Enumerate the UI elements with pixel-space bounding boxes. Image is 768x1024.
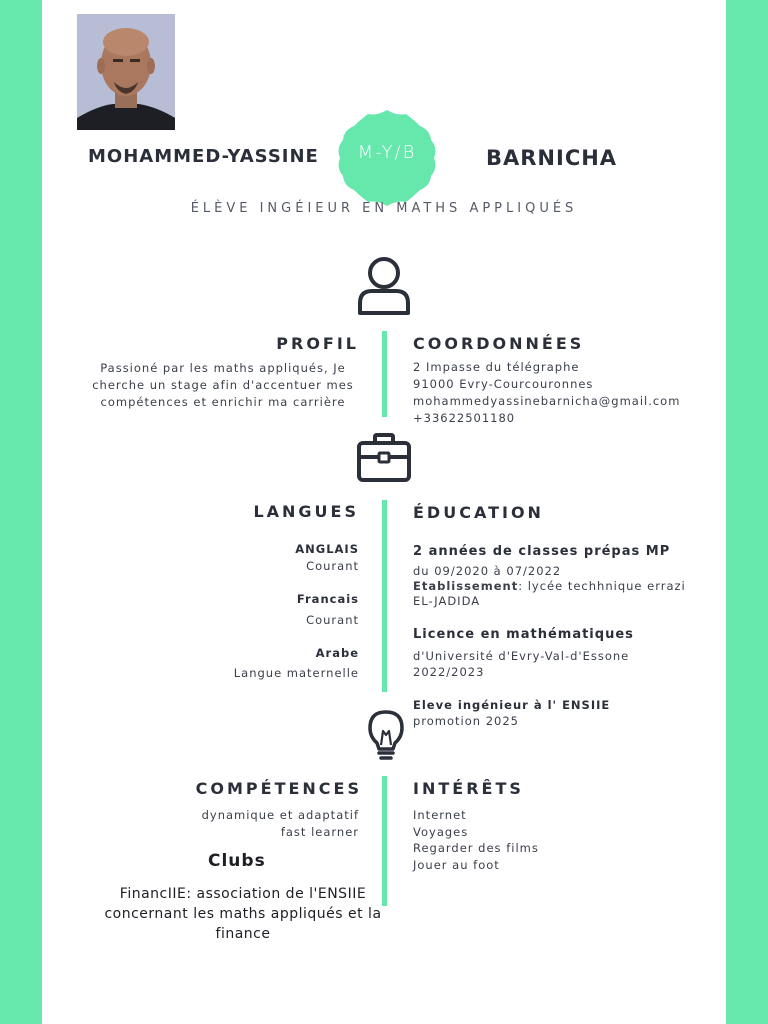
language-name: Arabe: [315, 646, 359, 660]
education-entry-school: d'Université d'Evry-Val-d'Essone: [413, 649, 630, 663]
competence-item: dynamique et adaptatif: [201, 808, 359, 822]
profil-title: PROFIL: [276, 334, 359, 353]
education-entry-promo: promotion 2025: [413, 714, 519, 728]
clubs-title: Clubs: [208, 851, 266, 871]
competences-title: COMPÉTENCES: [195, 779, 362, 798]
address-line: 2 Impasse du télégraphe: [413, 360, 580, 374]
email-text: mohammedyassinebarnicha@gmail.com: [413, 394, 681, 408]
language-level: Langue maternelle: [233, 666, 359, 680]
interest-item: Internet: [413, 808, 467, 822]
phone-text: +33622501180: [413, 411, 516, 425]
langues-title: LANGUES: [253, 502, 359, 521]
section-divider: [382, 500, 387, 692]
school-name: : lycée techhnique errazi: [518, 579, 686, 593]
city-line: 91000 Evry-Courcouronnes: [413, 377, 594, 391]
language-level: Courant: [306, 559, 359, 573]
lightbulb-icon: [366, 709, 406, 765]
language-level: Courant: [306, 613, 359, 627]
education-entry-city: EL-JADIDA: [413, 594, 481, 608]
interest-item: Jouer au foot: [413, 858, 500, 872]
coordonnees-title: COORDONNÉES: [413, 334, 585, 353]
profile-photo: [77, 14, 175, 130]
person-icon: [356, 255, 412, 317]
interets-title: INTÉRÊTS: [413, 779, 524, 798]
education-entry-title: 2 années de classes prépas MP: [413, 544, 671, 559]
interest-item: Regarder des films: [413, 841, 539, 855]
briefcase-icon: [356, 433, 412, 483]
competence-item: fast learner: [280, 825, 359, 839]
clubs-text: FinancIIE: association de l'ENSIIE concernant les maths appliqués et la finance: [104, 886, 382, 942]
resume-page: [42, 0, 726, 1024]
education-entry-dates: 2022/2023: [413, 665, 485, 679]
job-title: ÉLÈVE INGÉIEUR EN MATHS APPLIQUÉS: [190, 201, 578, 216]
interest-item: Voyages: [413, 825, 469, 839]
language-name: ANGLAIS: [295, 542, 359, 556]
education-title: ÉDUCATION: [413, 503, 544, 522]
monogram-text: M-Y/B: [357, 142, 417, 163]
education-entry-dates: du 09/2020 à 07/2022: [413, 564, 562, 578]
education-entry-title: Eleve ingénieur à l' ENSIIE: [413, 698, 611, 712]
last-name: BARNICHA: [486, 146, 618, 170]
section-divider: [382, 331, 387, 417]
education-entry-title: Licence en mathématiques: [413, 627, 634, 642]
profil-text: Passioné par les maths appliqués, Je cherche un stage afin d'accentuer mes compétences et enrichir ma carrière: [92, 361, 354, 409]
language-name: Francais: [296, 592, 359, 606]
school-label: Etablissement: [413, 579, 519, 593]
first-name: MOHAMMED-YASSINE: [88, 146, 319, 167]
